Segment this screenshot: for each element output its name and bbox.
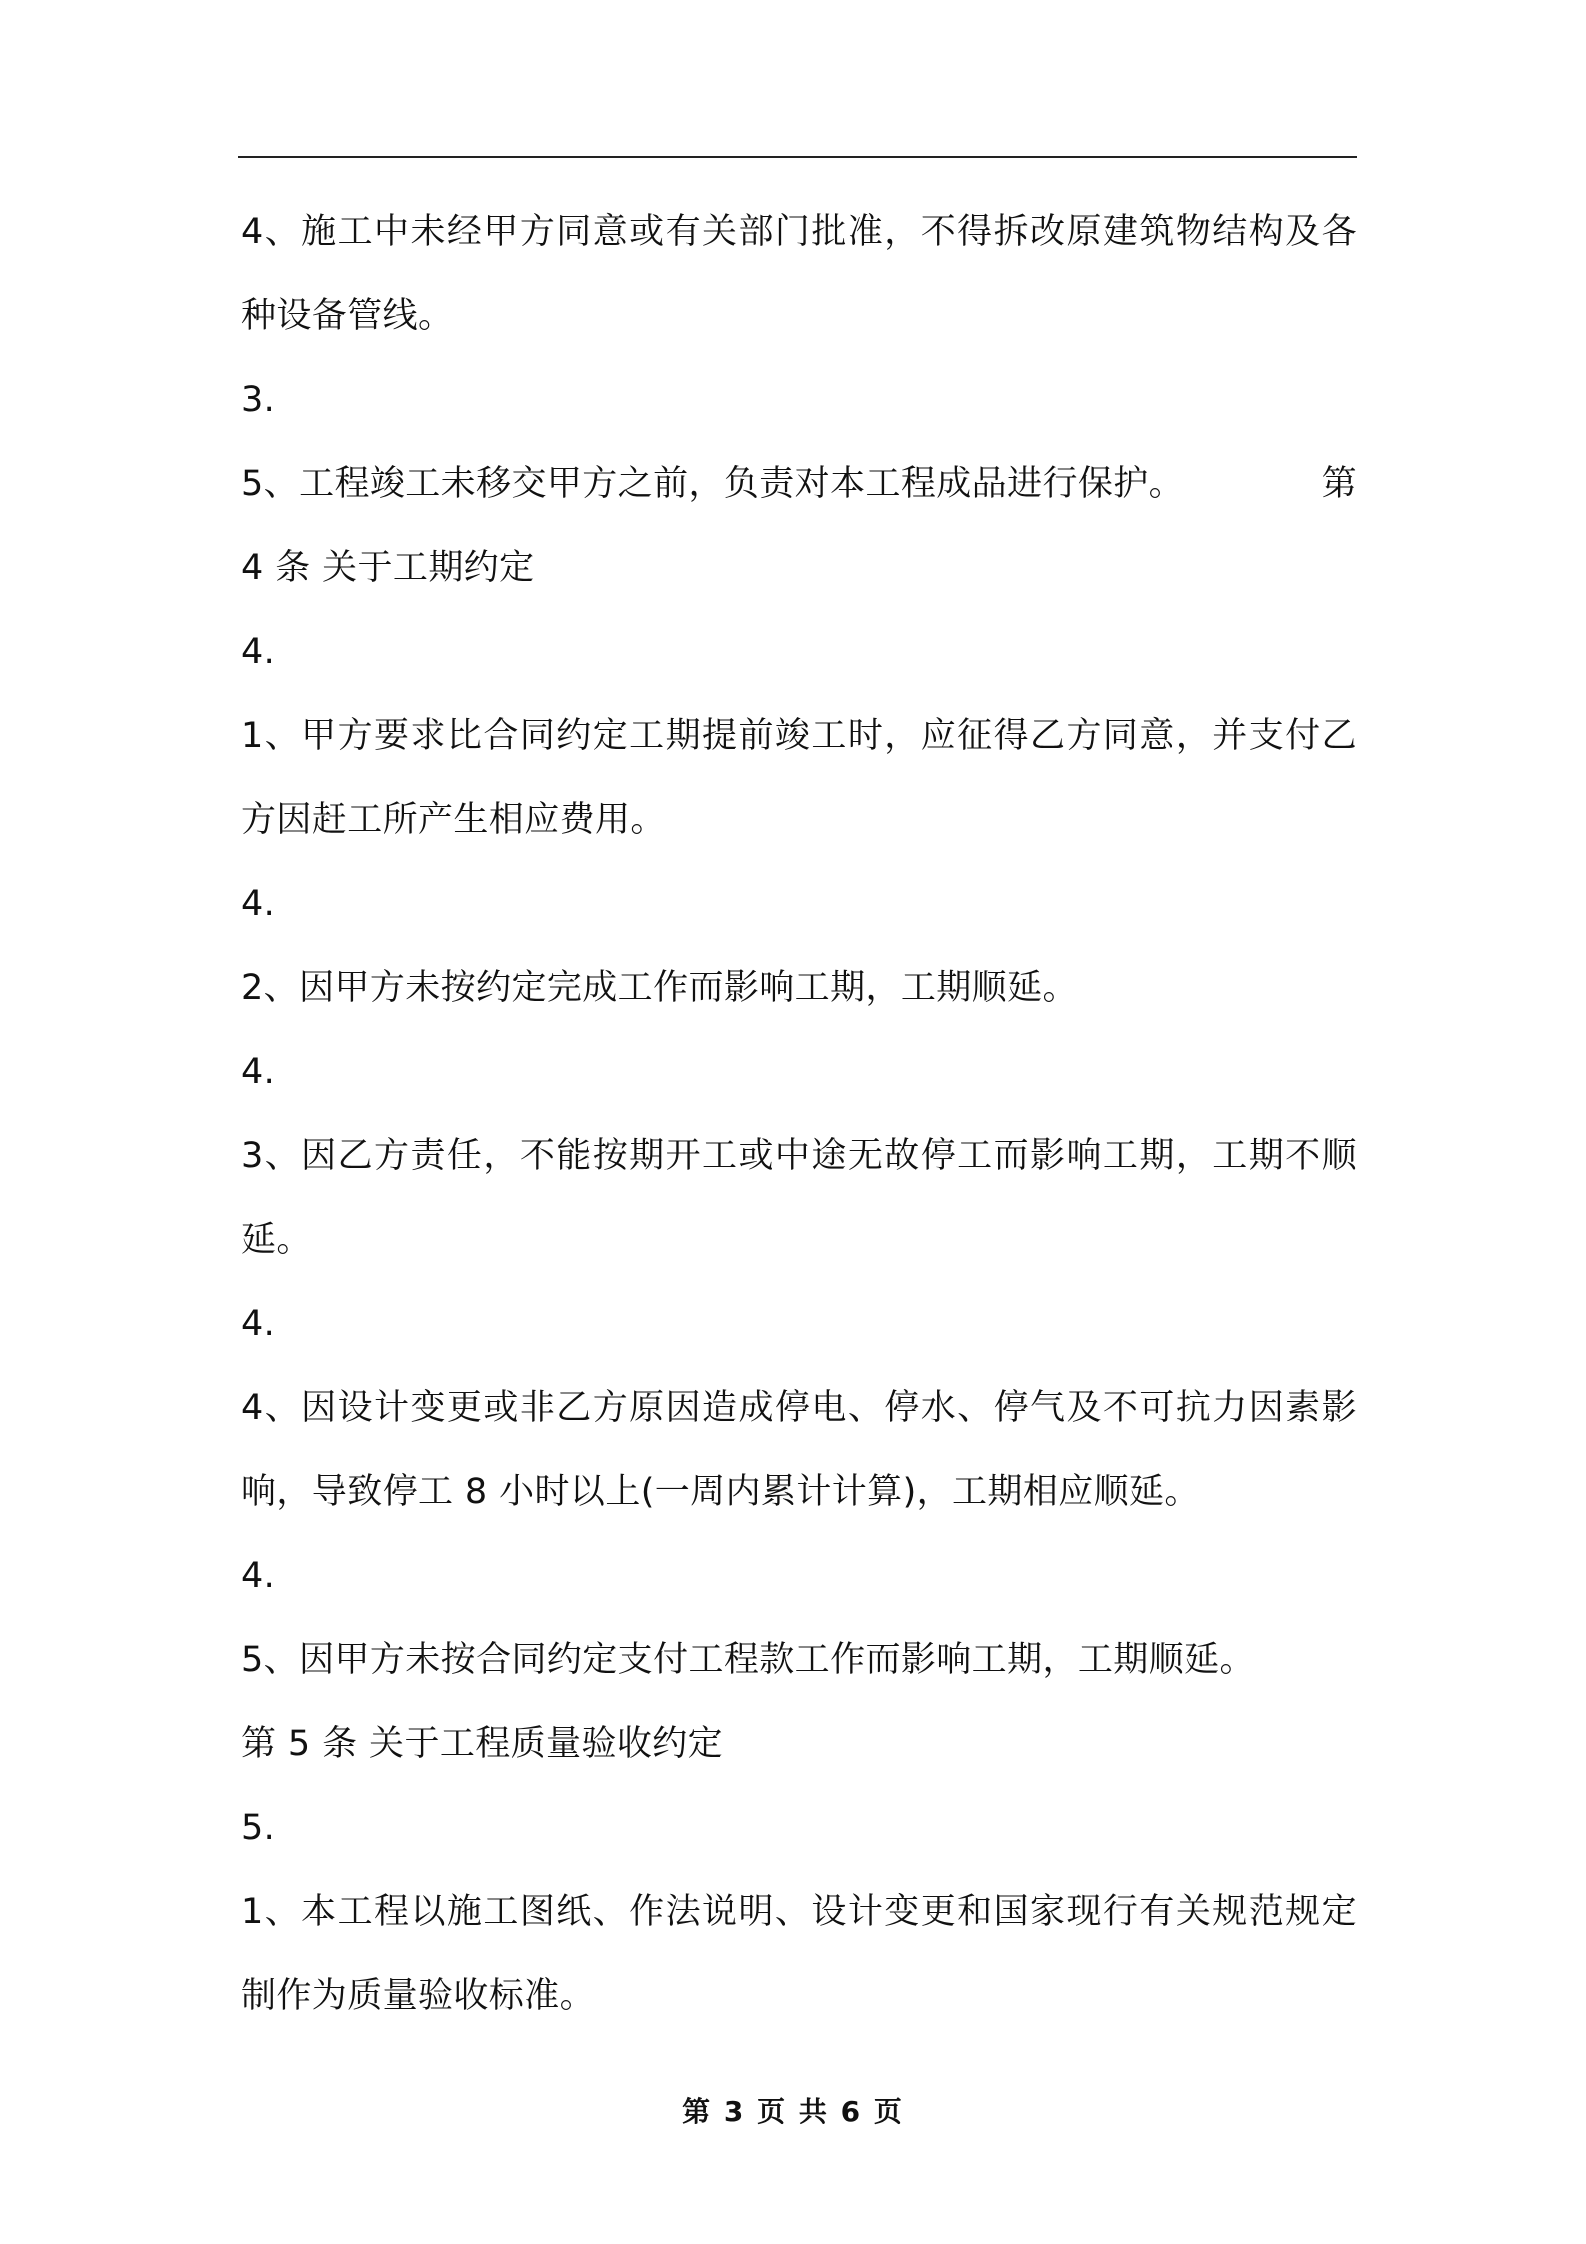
paragraph-4-1: 1、甲方要求比合同约定工期提前竣工时，应征得乙方同意，并支付乙方因赶工所产生相应费用。 — [241, 716, 1357, 840]
clause-number-4: 4. — [241, 632, 276, 672]
clause-number-4: 4. — [241, 884, 276, 924]
article-4-label-first: 第 — [1321, 464, 1357, 504]
paragraph-3-5 — [241, 442, 1357, 526]
header-rule — [238, 156, 1357, 158]
paragraph-4-2: 2、因甲方未按约定完成工作而影响工期，工期顺延。 — [241, 968, 1078, 1008]
paragraph-4-3: 3、因乙方责任，不能按期开工或中途无故停工而影响工期，工期不顺延。 — [241, 1136, 1357, 1260]
paragraph-4-4: 4、施工中未经甲方同意或有关部门批准，不得拆改原建筑物结构及各种设备管线。 — [241, 212, 1357, 336]
page-footer: 第 3 页 共 6 页 — [682, 2095, 904, 2128]
clause-number-4: 4. — [241, 1304, 276, 1344]
paragraph-5-1: 1、本工程以施工图纸、作法说明、设计变更和国家现行有关规范规定制作为质量验收标准。 — [241, 1892, 1357, 2016]
clause-number-4: 4. — [241, 1052, 276, 1092]
document-body — [241, 190, 1357, 2038]
clause-number-5: 5. — [241, 1808, 276, 1848]
paragraph-4-5: 5、因甲方未按合同约定支付工程款工作而影响工期，工期顺延。 — [241, 1640, 1255, 1680]
paragraph-3-5-text: 5、工程竣工未移交甲方之前，负责对本工程成品进行保护。 — [241, 464, 1185, 504]
paragraph-4-4-delay: 4、因设计变更或非乙方原因造成停电、停水、停气及不可抗力因素影响，导致停工 8 小时以上(一周内累计计算)，工期相应顺延。 — [241, 1388, 1357, 1512]
article-4-heading: 4 条 关于工期约定 — [241, 548, 535, 588]
article-5-heading: 第 5 条 关于工程质量验收约定 — [241, 1724, 724, 1764]
clause-number-4: 4. — [241, 1556, 276, 1596]
clause-number-3: 3. — [241, 380, 276, 420]
